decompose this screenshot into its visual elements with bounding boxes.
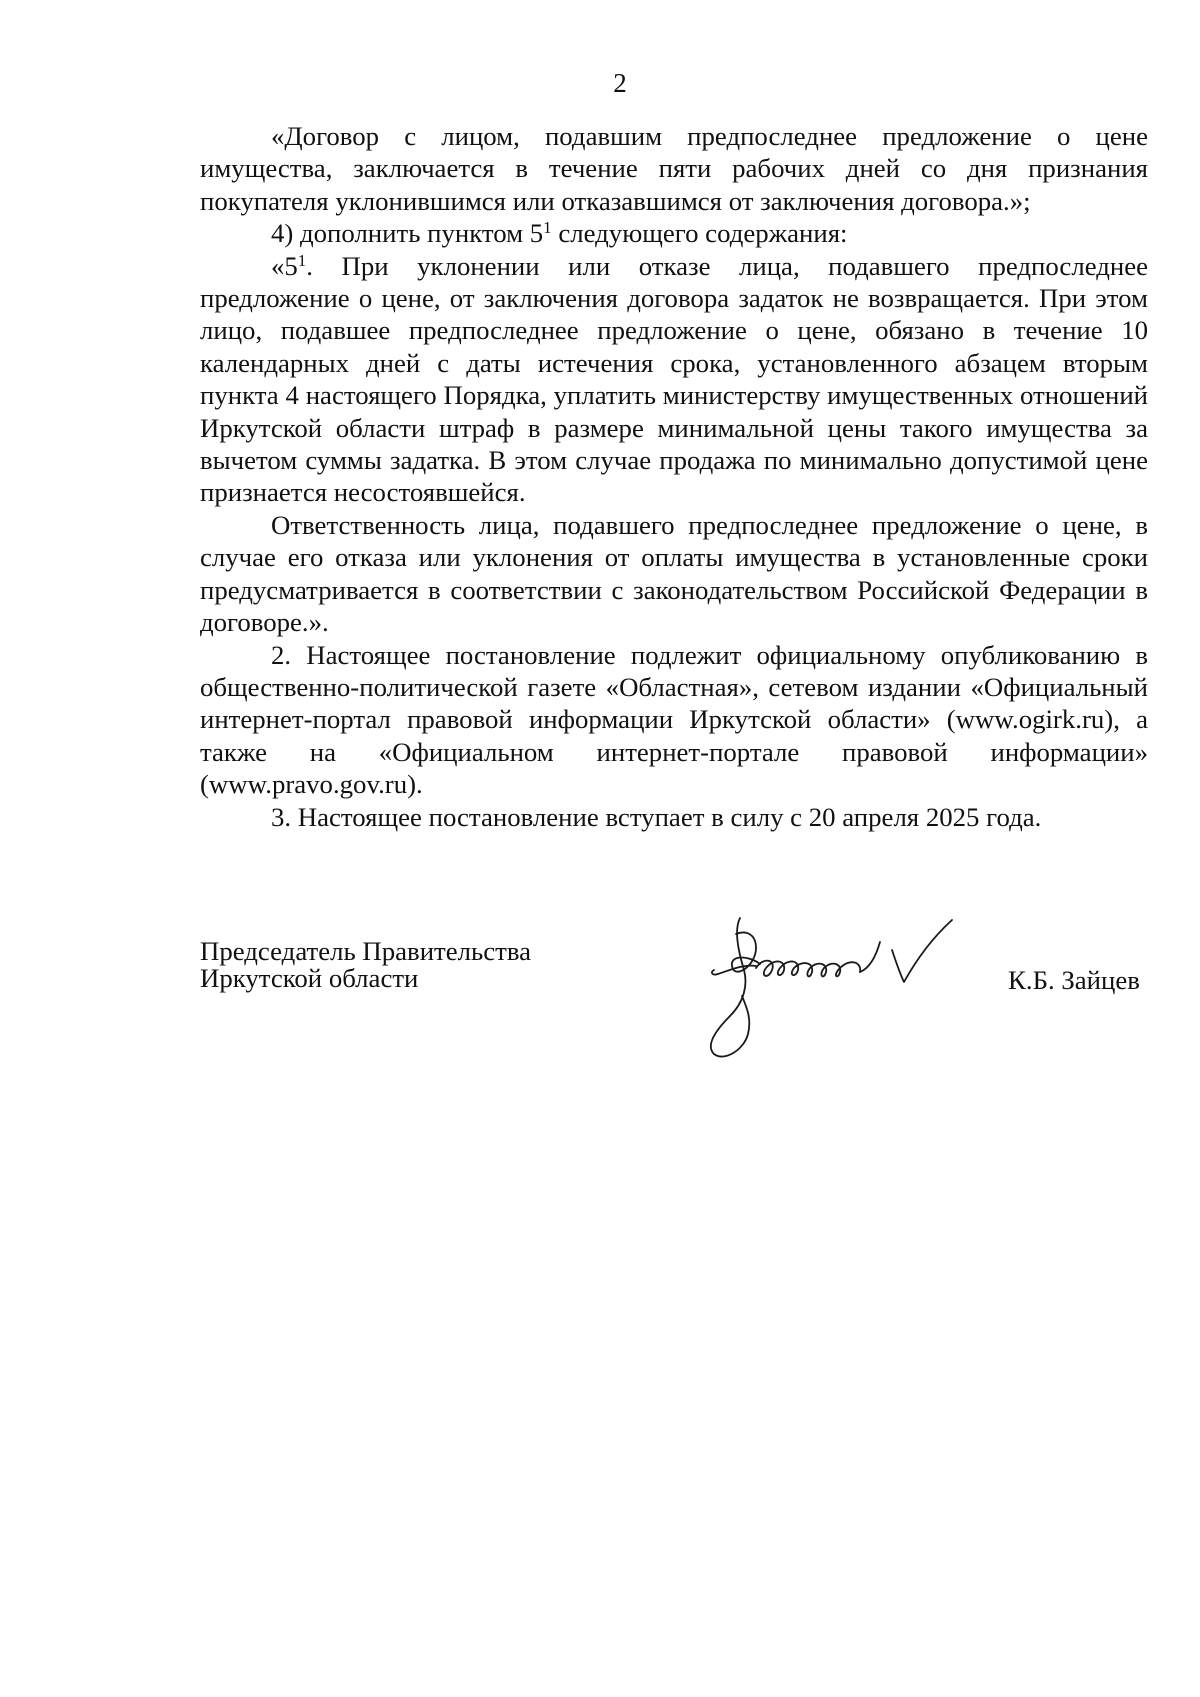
position-line-2: Иркутской области (200, 963, 419, 993)
amendment-4-text-end: следующего содержания: (551, 218, 848, 249)
superscript-mark: 1 (297, 250, 307, 270)
item-5-1-open: «5 (271, 250, 298, 281)
document-body (200, 120, 1148, 833)
paragraph-amendment-4 (200, 217, 1148, 249)
paragraph-publication: 2. Настоящее постановление подлежит официальному опубликованию в общественно-политической газете «Областная», сетевом издании «Официальный интернет-портал правовой информации Иркутской области» (www.ogirk.ru), а также на «Официальном интернет-портале правовой информации» (www.pravo.gov.ru). (200, 639, 1148, 800)
amendment-4-text: 4) дополнить пунктом 5 (271, 218, 544, 249)
paragraph-contract-term: «Договор с лицом, подавшим предпоследнее предложение о цене имущества, заключается в течение пяти рабочих дней со дня признания покупателя уклонившимся или отказавшимся от заключения договора.»; (200, 121, 1148, 216)
superscript-mark: 1 (543, 218, 552, 238)
position-line-1: Председатель Правительства (200, 936, 532, 966)
item-5-1-text: . При уклонении или отказе лица, подавшего предпоследнее предложение о цене, от заключения договора задаток не возвращается. При этом лицо, подавшее предпоследнее предложение о цене, обязано в течение 10 календарных дней с даты истечения срока, установленного абзацем вторым пункта 4 настоящего Порядка, уплатить министерству имущественных отношений Иркутской области штраф в размере минимальной цены такого имущества за вычетом суммы задатка. В этом случае продажа по минимально допустимой цене признается несостоявшейся. (200, 250, 1148, 508)
paragraph-responsibility: Ответственность лица, подавшего предпоследнее предложение о цене, в случае его отказа или уклонения от оплаты имущества в установленные сроки предусматривается в соответствии с законодательством Российской Федерации в договоре.». (200, 509, 1148, 638)
signatory-position (200, 938, 531, 992)
paragraph-effective-date: 3. Настоящее постановление вступает в силу с 20 апреля 2025 года. (271, 801, 1042, 832)
signer-name: К.Б. Зайцев (1008, 965, 1140, 995)
handwritten-signature (700, 910, 990, 1060)
paragraph-item-5-1 (200, 250, 1148, 509)
page-number: 2 (613, 68, 627, 98)
